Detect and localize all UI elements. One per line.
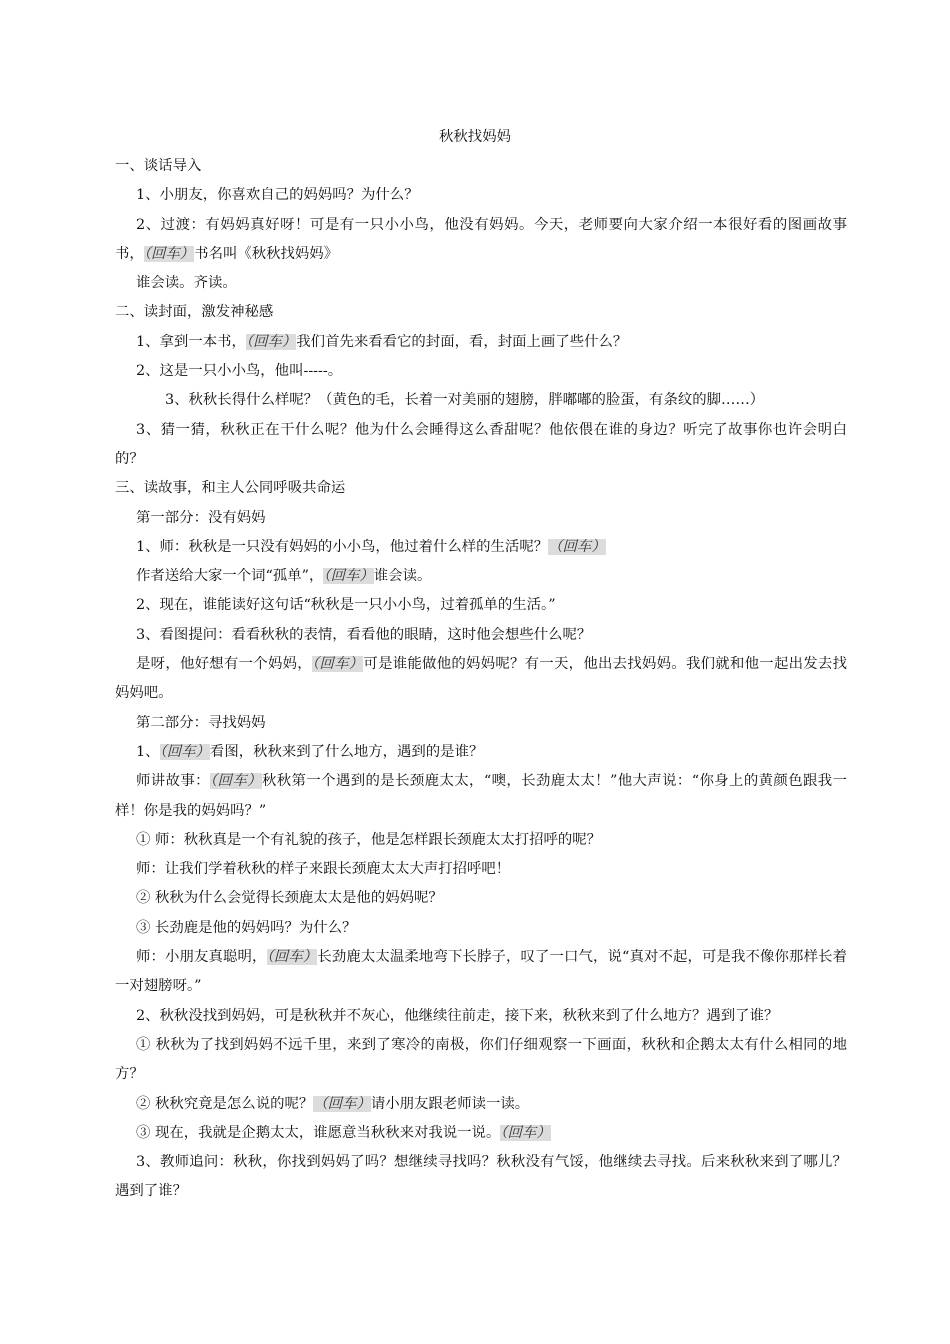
return-mark: （回车） bbox=[323, 568, 374, 585]
return-mark: （回车） bbox=[209, 773, 262, 790]
paragraph: 2、过渡：有妈妈真好呀！可是有一只小小鸟，他没有妈妈。今天，老师要向大家介绍一本很好看的图画故事书，（回车）书名叫《秋秋找妈妈》 bbox=[115, 216, 847, 262]
paragraph: ③ 长劲鹿是他的妈妈吗？为什么？ bbox=[136, 919, 357, 936]
return-mark: （回车） bbox=[245, 333, 297, 350]
paragraph: 谁会读。齐读。 bbox=[136, 275, 237, 292]
section-heading-2: 二、读封面，激发神秘感 bbox=[115, 304, 274, 321]
section-heading-3: 三、读故事，和主人公同呼吸共命运 bbox=[115, 480, 346, 497]
return-mark: （回车） bbox=[159, 743, 210, 760]
document-title: 秋秋找妈妈 bbox=[439, 129, 511, 145]
paragraph: 3、秋秋长得什么样呢？（黄色的毛，长着一对美丽的翅膀，胖嘟嘟的脸蛋，有条纹的脚……） bbox=[165, 392, 765, 409]
paragraph: 1、师：秋秋是一只没有妈妈的小小鸟，他过着什么样的生活呢？（回车） bbox=[136, 538, 606, 555]
return-mark: （回车） bbox=[500, 1124, 551, 1141]
return-mark: （回车） bbox=[266, 949, 318, 966]
paragraph: ② 秋秋究竟是怎么说的呢？（回车）请小朋友跟老师读一读。 bbox=[136, 1095, 530, 1112]
paragraph: ① 师：秋秋真是一个有礼貌的孩子，他是怎样跟长颈鹿太太打招呼的呢？ bbox=[136, 831, 602, 848]
paragraph: 2、现在，谁能读好这句话“秋秋是一只小小鸟，过着孤单的生活。” bbox=[136, 597, 556, 614]
document-body bbox=[115, 152, 847, 1207]
paragraph: 师讲故事：（回车）秋秋第一个遇到的是长颈鹿太太，“噢，长劲鹿太太！”他大声说：“你身上的黄颜色跟我一样！你是我的妈妈吗？” bbox=[115, 773, 847, 819]
paragraph: 是呀，他好想有一个妈妈，（回车）可是谁能做他的妈妈呢？有一天，他出去找妈妈。我们就和他一起出发去找妈妈吧。 bbox=[115, 656, 847, 702]
paragraph: 师：小朋友真聪明，（回车）长劲鹿太太温柔地弯下长脖子，叹了一口气，说“真对不起，可是我不像你那样长着一对翅膀呀。” bbox=[115, 949, 847, 995]
paragraph: 1、拿到一本书，（回车）我们首先来看看它的封面，看，封面上画了些什么？ bbox=[136, 333, 628, 350]
paragraph: 2、秋秋没找到妈妈，可是秋秋并不灰心，他继续往前走，接下来，秋秋来到了什么地方？遇到了谁？ bbox=[136, 1007, 779, 1024]
return-mark: （回车） bbox=[143, 245, 195, 262]
paragraph: ② 秋秋为什么会觉得长颈鹿太太是他的妈妈呢？ bbox=[136, 890, 443, 907]
paragraph: 作者送给大家一个词“孤单”，（回车）谁会读。 bbox=[136, 568, 432, 585]
paragraph: 3、教师追问：秋秋，你找到妈妈了吗？想继续寻找吗？秋秋没有气馁，他继续去寻找。后来秋秋来到了哪儿？遇到了谁？ bbox=[115, 1154, 847, 1200]
subheading-part-1: 第一部分：没有妈妈 bbox=[136, 509, 266, 526]
paragraph: 3、猜一猜，秋秋正在干什么呢？他为什么会睡得这么香甜呢？他依偎在谁的身边？听完了故事你也许会明白的？ bbox=[115, 421, 847, 467]
paragraph: ③ 现在，我就是企鹅太太，谁愿意当秋秋来对我说一说。（回车） bbox=[136, 1124, 551, 1141]
paragraph: 3、看图提问：看看秋秋的表情，看看他的眼睛，这时他会想些什么呢？ bbox=[136, 626, 592, 643]
paragraph: 1、（回车）看图，秋秋来到了什么地方，遇到的是谁？ bbox=[136, 743, 484, 760]
paragraph: 2、这是一只小小鸟，他叫-----。 bbox=[136, 363, 343, 380]
paragraph: 1、小朋友，你喜欢自己的妈妈吗？为什么？ bbox=[136, 187, 419, 204]
subheading-part-2: 第二部分：寻找妈妈 bbox=[136, 714, 266, 731]
return-mark: （回车） bbox=[311, 656, 364, 673]
paragraph: 师：让我们学着秋秋的样子来跟长颈鹿太太大声打招呼吧！ bbox=[136, 861, 511, 878]
paragraph: ① 秋秋为了找到妈妈不远千里，来到了寒冷的南极，你们仔细观察一下画面，秋秋和企鹅太太有什么相同的地方？ bbox=[115, 1036, 847, 1083]
return-mark: （回车） bbox=[548, 538, 606, 555]
return-mark: （回车） bbox=[313, 1095, 371, 1112]
section-heading-1: 一、谈话导入 bbox=[115, 158, 202, 174]
